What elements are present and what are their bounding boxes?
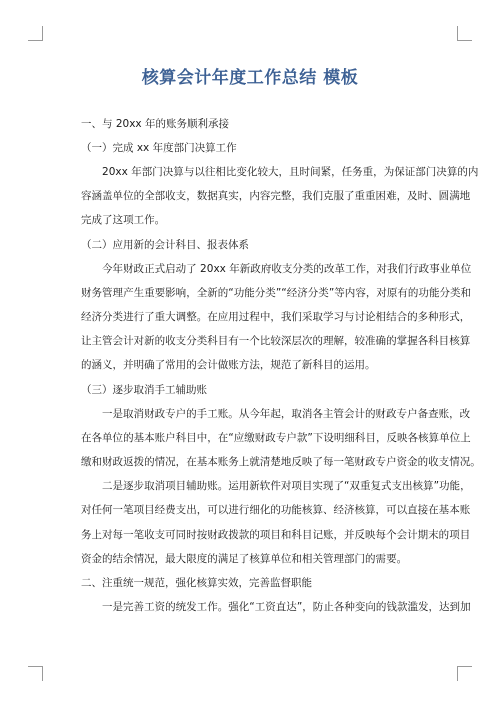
paragraph-line: 经济分类进行了重大调整。在应用过程中，我们采取学习与讨论相结合的多种形式， <box>81 311 471 324</box>
document-title: 核算会计年度工作总结 模板 <box>141 68 359 88</box>
heading-subsection-1-3: （三）逐步取消手工辅助账 <box>81 383 207 396</box>
paragraph-line: 务上对每一笔收支可同时按财政拨款的项目和科目记账，并反映每个会计期末的项目 <box>81 528 471 541</box>
crop-mark-bottom-right <box>457 666 472 681</box>
paragraph-line: 一是取消财政专户的手工账。从今年起，取消各主管会计的财政专户备查账，改 <box>102 407 471 420</box>
paragraph-line: 缴和财政返拨的情况，在基本账务上就清楚地反映了每一笔财政专户资金的收支情况。 <box>81 456 481 469</box>
heading-section-1: 一、与 20xx 年的账务顺利承接 <box>81 118 229 130</box>
paragraph-line: 的涵义，并明确了常用的会计做账方法，规范了新科目的运用。 <box>81 359 376 372</box>
paragraph-line: 容涵盖单位的全部收支，数据真实，内容完整，我们克服了重重困难，及时、圆满地 <box>81 190 471 203</box>
crop-mark-top-right <box>457 26 472 41</box>
paragraph-dept-final-accounts <box>60 160 479 233</box>
paragraph-line: 二是逐步取消项目辅助账。运用新软件对项目实现了“双重复式支出核算”功能， <box>102 480 471 493</box>
crop-mark-bottom-left <box>28 666 43 681</box>
paragraph-line: 对任何一笔项目经费支出，可以进行细化的功能核算、经济核算，可以直接在基本账 <box>81 504 471 517</box>
paragraph-line: 让主管会计对新的收支分类科目有一个比较深层次的理解，较准确的掌握各科目核算 <box>81 335 471 348</box>
paragraph-line: 财务管理产生重要影响，全新的“功能分类”“经济分类”等内容，对原有的功能分类和 <box>81 286 472 299</box>
paragraph-cancel-special-account-ledger <box>60 402 481 475</box>
document-body <box>60 60 481 619</box>
paragraph-line: 在各单位的基本账户科目中，在“应缴财政专户款”下设明细科目，反映各核算单位上 <box>81 431 471 444</box>
heading-subsection-1-1: （一）完成 xx 年度部门决算工作 <box>81 142 237 154</box>
heading-section-2: 二、注重统一规范，强化核算实效，完善监督职能 <box>81 577 312 590</box>
crop-mark-top-left <box>28 26 43 41</box>
paragraph-line: 完成了这项工作。 <box>81 214 166 227</box>
paragraph-line: 今年财政正式启动了 20xx 年新政府收支分类的改革工作，对我们行政事业单位 <box>102 262 472 275</box>
paragraph-line: 资金的结余情况，最大限度的满足了核算单位和相关管理部门的需要。 <box>81 552 408 565</box>
paragraph-cancel-project-ledger <box>60 474 471 571</box>
paragraph-line: 20xx 年部门决算与以往相比变化较大，且时间紧，任务重，为保证部门决算的内 <box>102 166 479 178</box>
paragraph-salary-distribution <box>60 595 471 619</box>
paragraph-new-accounting-subjects <box>60 257 472 378</box>
heading-subsection-1-2: （二）应用新的会计科目、报表体系 <box>81 238 249 251</box>
paragraph-line: 一是完善工资的统发工作。强化“工资直达”，防止各种变向的钱款滥发，达到加 <box>102 601 471 614</box>
